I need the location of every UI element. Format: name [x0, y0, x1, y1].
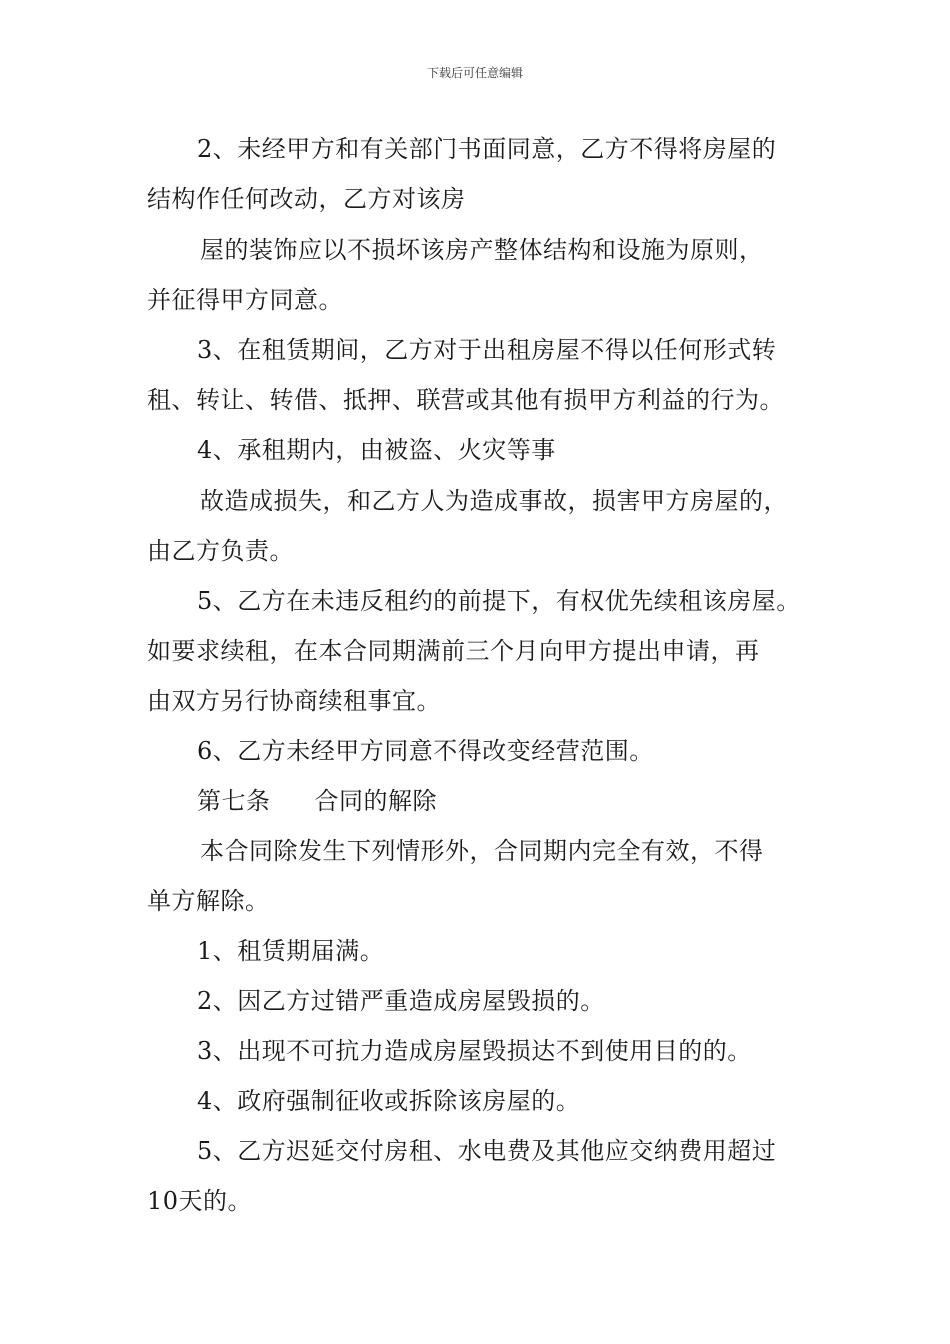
text-line: 3、在租赁期间，乙方对于出租房屋不得以任何形式转	[197, 336, 777, 364]
text-line: 本合同除发生下列情形外，合同期内完全有效，不得	[200, 837, 764, 865]
text-line: 由乙方负责。	[147, 537, 294, 565]
text-line: 5、乙方在未违反租约的前提下，有权优先续租该房屋。	[197, 587, 801, 615]
text-line: 屋的装饰应以不损坏该房产整体结构和设施为原则，	[200, 236, 764, 264]
text-line: 由双方另行协商续租事宜。	[147, 687, 441, 715]
text-line: 10天的。	[147, 1187, 253, 1215]
text-line: 6、乙方未经甲方同意不得改变经营范围。	[197, 737, 654, 765]
text-line: 单方解除。	[147, 887, 270, 915]
text-line: 2、未经甲方和有关部门书面同意，乙方不得将房屋的	[197, 135, 777, 163]
text-line: 4、承租期内，由被盗、火灾等事	[197, 436, 556, 464]
text-line: 如要求续租，在本合同期满前三个月向甲方提出申请，再	[147, 637, 760, 665]
page-header-note: 下载后可任意编辑	[426, 66, 523, 80]
text-line: 5、乙方迟延交付房租、水电费及其他应交纳费用超过	[197, 1137, 777, 1165]
article-heading	[197, 785, 437, 817]
text-line: 并征得甲方同意。	[147, 286, 343, 314]
text-line: 3、出现不可抗力造成房屋毁损达不到使用目的的。	[197, 1037, 752, 1065]
article-title: 合同的解除	[314, 787, 437, 815]
text-line: 2、因乙方过错严重造成房屋毁损的。	[197, 987, 605, 1015]
text-line: 4、政府强制征收或拆除该房屋的。	[197, 1087, 581, 1115]
text-line: 1、租赁期届满。	[197, 937, 385, 965]
article-number: 第七条	[197, 787, 271, 815]
text-line: 租、转让、转借、抵押、联营或其他有损甲方利益的行为。	[147, 386, 784, 414]
text-line: 故造成损失，和乙方人为造成事故，损害甲方房屋的，	[200, 487, 788, 515]
text-line: 结构作任何改动，乙方对该房	[147, 185, 466, 213]
